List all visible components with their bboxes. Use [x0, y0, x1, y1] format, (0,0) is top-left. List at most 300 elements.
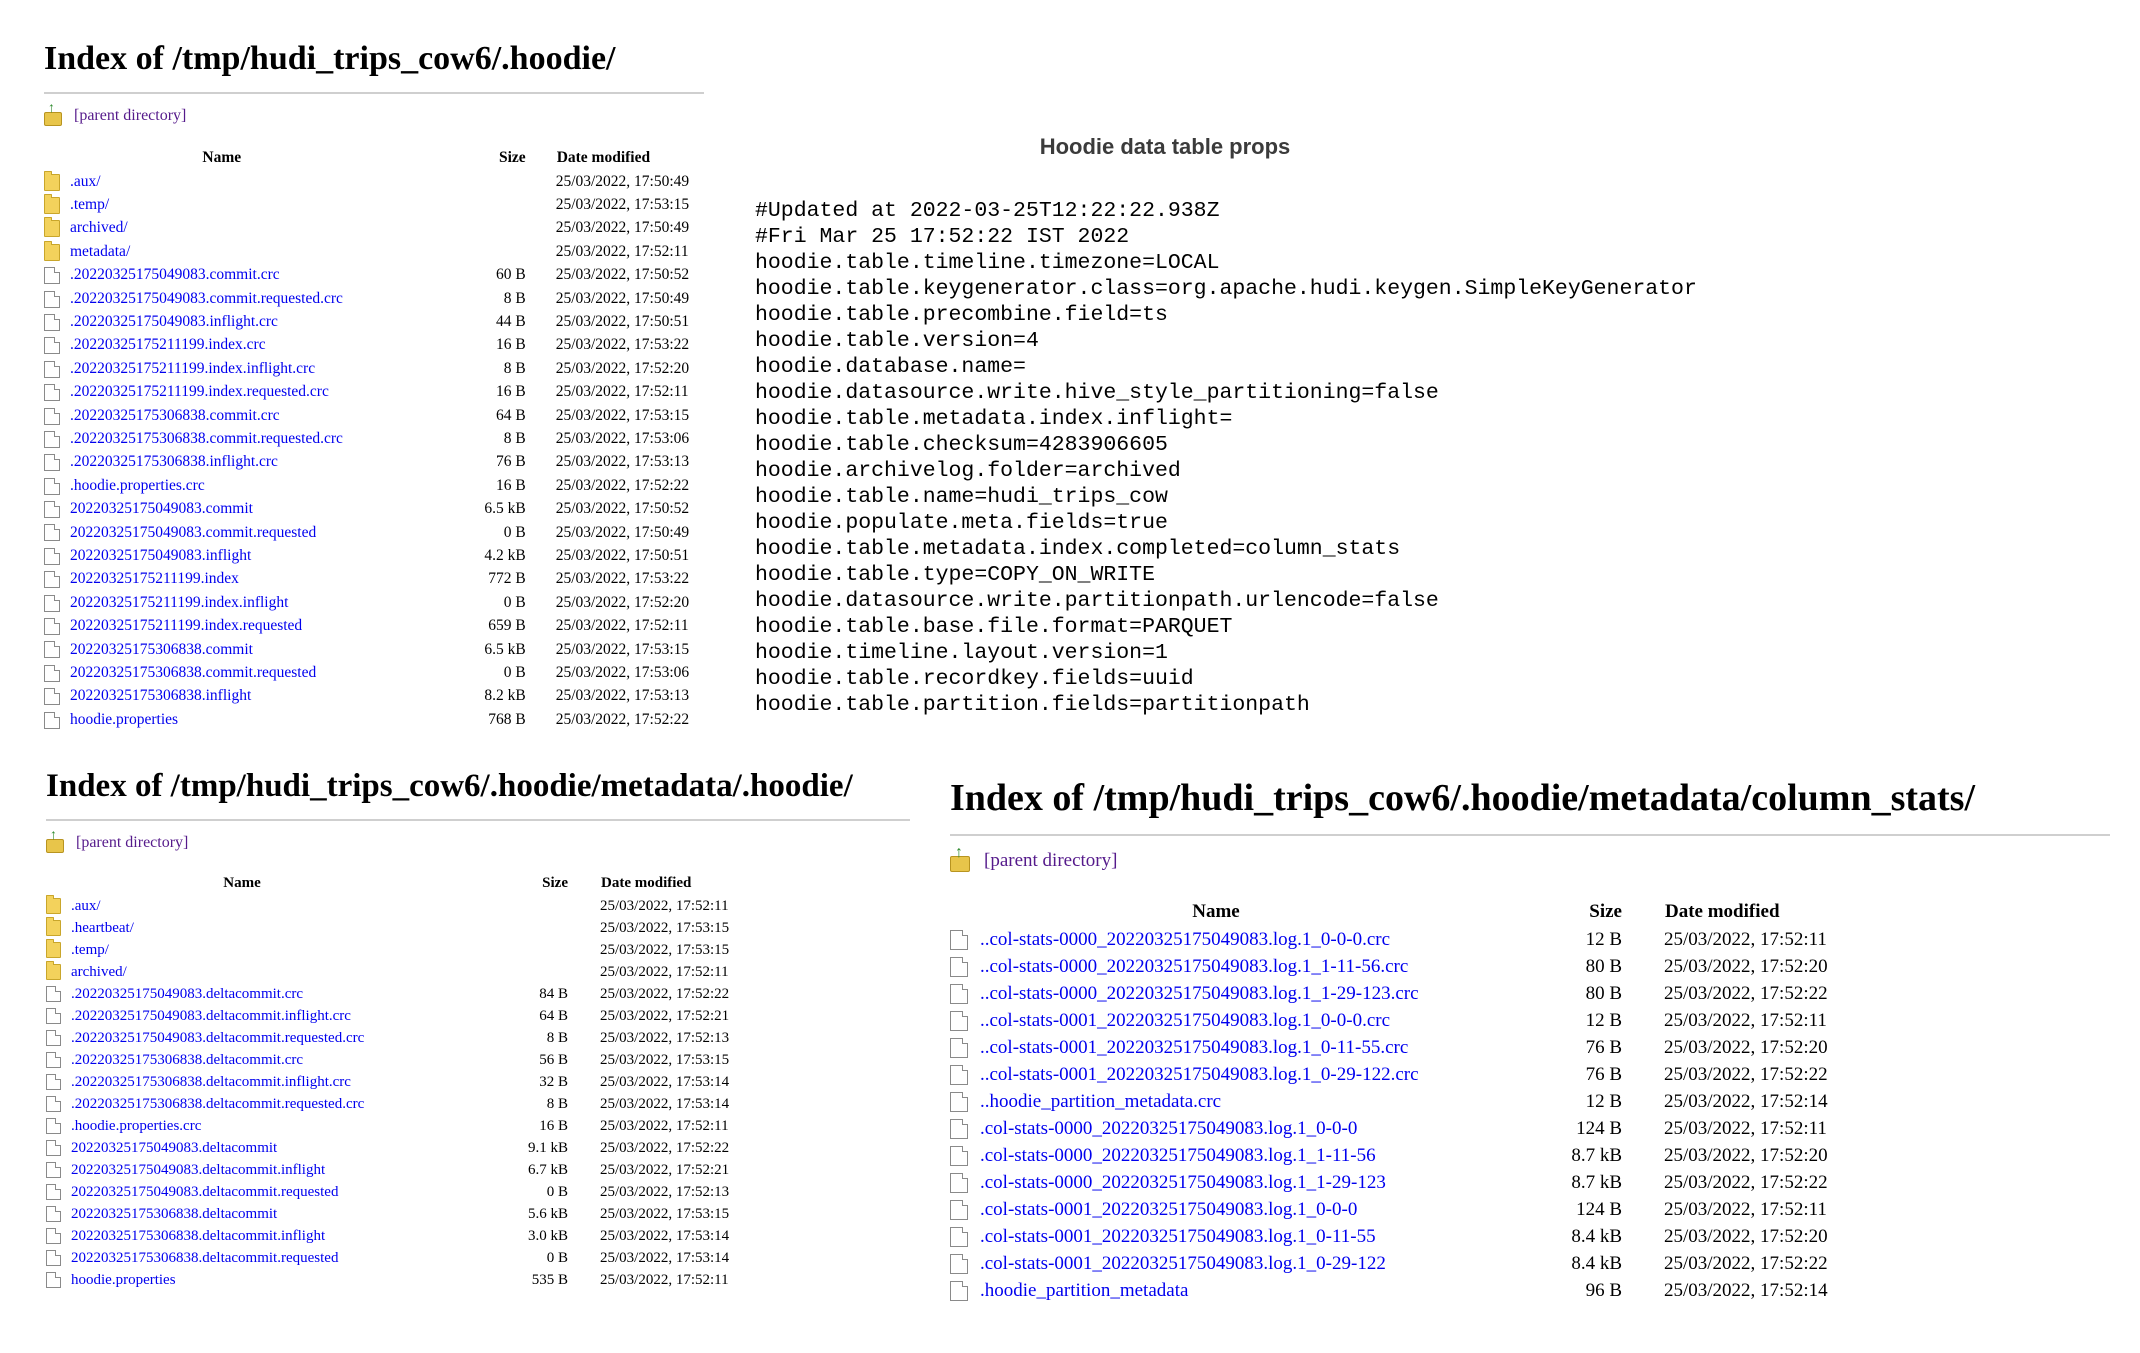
folder-link[interactable]: archived/ [70, 219, 128, 237]
date-modified-cell: 25/03/2022, 17:52:11 [555, 242, 689, 260]
parent-directory-row [44, 101, 704, 126]
file-link[interactable]: ..col-stats-0001_20220325175049083.log.1_0-0-0.crc [980, 1009, 1391, 1031]
file-link[interactable]: .20220325175049083.deltacommit.requested.crc [71, 1029, 365, 1046]
table-row[interactable] [950, 1277, 1866, 1304]
file-icon[interactable] [46, 1272, 61, 1288]
name-cell [44, 521, 429, 544]
date-modified-cell: 25/03/2022, 17:52:11 [1664, 928, 1827, 950]
size-cell [429, 217, 556, 240]
name-cell [44, 661, 429, 684]
date-column-header[interactable]: Date modified [556, 149, 651, 166]
table-row[interactable] [44, 381, 704, 404]
name-cell [950, 1169, 1501, 1196]
name-cell [950, 1223, 1501, 1250]
table-row[interactable] [46, 1005, 762, 1027]
table-row[interactable] [44, 193, 704, 216]
file-link[interactable]: ..col-stats-0000_20220325175049083.log.1_0-0-0.crc [980, 928, 1391, 950]
date-modified-cell: 25/03/2022, 17:53:14 [600, 1249, 730, 1266]
table-row[interactable] [46, 917, 762, 939]
table-row[interactable] [44, 310, 704, 333]
file-icon[interactable] [44, 641, 60, 658]
size-cell: 9.1 kB [527, 1139, 568, 1156]
size-cell: 56 B [539, 1051, 568, 1068]
file-icon[interactable] [44, 571, 60, 588]
table-row[interactable] [44, 287, 704, 310]
file-link[interactable]: .hoodie.properties.crc [70, 476, 205, 494]
properties-content [755, 198, 1755, 718]
date-modified-cell: 25/03/2022, 17:52:14 [1664, 1090, 1828, 1112]
name-cell [44, 497, 429, 520]
file-link[interactable]: 20220325175049083.deltacommit.inflight [71, 1161, 326, 1178]
file-icon[interactable] [46, 1118, 61, 1134]
file-table [46, 871, 762, 1291]
table-row[interactable] [950, 1061, 1866, 1088]
file-icon[interactable] [46, 986, 61, 1002]
table-row[interactable] [950, 1007, 1866, 1034]
date-modified-cell: 25/03/2022, 17:52:11 [1664, 1117, 1827, 1139]
file-icon[interactable] [46, 1228, 61, 1244]
name-cell [950, 1034, 1501, 1061]
parent-directory-link[interactable]: [parent directory] [76, 834, 189, 851]
file-link[interactable]: .20220325175306838.deltacommit.requested.crc [71, 1095, 365, 1112]
file-link[interactable]: .col-stats-0001_20220325175049083.log.1_0-29-122 [980, 1252, 1386, 1274]
size-cell: 76 B [1585, 1036, 1622, 1058]
table-row[interactable] [44, 497, 704, 520]
file-link[interactable]: 20220325175211199.index.requested [70, 617, 303, 635]
name-cell [950, 1115, 1501, 1142]
file-icon[interactable] [44, 524, 60, 541]
date-modified-cell: 25/03/2022, 17:50:51 [555, 313, 690, 331]
file-icon[interactable] [44, 361, 60, 378]
table-row[interactable] [44, 240, 704, 263]
table-row[interactable] [950, 926, 1866, 953]
table-row[interactable] [46, 1159, 762, 1181]
date-modified-cell: 25/03/2022, 17:52:20 [555, 593, 690, 611]
name-cell [46, 1181, 467, 1203]
table-row[interactable] [950, 1088, 1866, 1115]
file-icon[interactable] [46, 1140, 61, 1156]
file-icon[interactable] [950, 930, 968, 950]
table-row[interactable] [44, 427, 704, 450]
date-modified-cell: 25/03/2022, 17:50:49 [555, 172, 690, 190]
name-cell [44, 240, 429, 263]
table-row[interactable] [46, 1247, 762, 1269]
table-row[interactable] [46, 1225, 762, 1247]
file-link[interactable]: .hoodie.properties.crc [71, 1117, 202, 1134]
name-cell [46, 983, 467, 1005]
date-modified-cell: 25/03/2022, 17:52:20 [1664, 1036, 1828, 1058]
file-link[interactable]: hoodie.properties [70, 710, 179, 728]
name-cell [46, 895, 467, 917]
table-row[interactable] [950, 1034, 1866, 1061]
file-icon[interactable] [950, 1227, 968, 1247]
name-cell [46, 1247, 467, 1269]
parent-directory-icon[interactable]: ↑ [46, 833, 66, 853]
file-link[interactable]: .col-stats-0000_20220325175049083.log.1_1-29-123 [980, 1171, 1386, 1193]
name-cell [44, 193, 429, 216]
name-cell [46, 1071, 467, 1093]
size-cell: 8 B [503, 359, 526, 377]
file-icon[interactable] [46, 1008, 61, 1024]
folder-link[interactable]: .aux/ [71, 897, 101, 914]
size-cell: 124 B [1576, 1117, 1622, 1139]
file-link[interactable]: 20220325175211199.index.inflight [70, 593, 289, 611]
table-row[interactable] [44, 404, 704, 427]
date-modified-cell: 25/03/2022, 17:52:21 [600, 1007, 730, 1024]
folder-link[interactable]: .heartbeat/ [71, 919, 134, 936]
file-icon[interactable] [44, 384, 60, 401]
table-row[interactable] [950, 953, 1866, 980]
date-column-header[interactable]: Date modified [1665, 901, 1780, 922]
file-link[interactable]: 20220325175049083.deltacommit.requested [71, 1183, 339, 1200]
table-row[interactable] [950, 1250, 1866, 1277]
file-icon[interactable] [950, 1038, 968, 1058]
size-cell: 16 B [495, 383, 526, 401]
size-column-header[interactable]: Size [542, 874, 568, 891]
date-modified-cell: 25/03/2022, 17:52:13 [600, 1029, 730, 1046]
file-link[interactable]: .20220325175306838.deltacommit.crc [71, 1051, 304, 1068]
size-cell: 80 B [1585, 982, 1622, 1004]
file-link[interactable]: 20220325175049083.commit.requested [70, 523, 317, 541]
date-modified-cell: 25/03/2022, 17:53:15 [600, 1051, 730, 1068]
size-cell: 8.2 kB [484, 687, 526, 705]
date-modified-cell: 25/03/2022, 17:52:11 [1664, 1198, 1827, 1220]
folder-icon[interactable] [44, 244, 60, 261]
date-modified-cell: 25/03/2022, 17:53:06 [555, 663, 690, 681]
file-icon[interactable] [46, 1096, 61, 1112]
date-modified-cell: 25/03/2022, 17:52:20 [555, 359, 690, 377]
size-cell: 6.7 kB [527, 1161, 568, 1178]
file-link[interactable]: 20220325175049083.inflight [70, 546, 252, 564]
file-link[interactable]: ..col-stats-0001_20220325175049083.log.1_0-29-122.crc [980, 1063, 1419, 1085]
date-modified-cell: 25/03/2022, 17:52:22 [1664, 1063, 1828, 1085]
date-modified-cell: 25/03/2022, 17:52:20 [1664, 955, 1828, 977]
date-modified-cell: 25/03/2022, 17:52:21 [600, 1161, 730, 1178]
file-icon[interactable] [46, 1184, 61, 1200]
date-modified-cell: 25/03/2022, 17:50:49 [555, 219, 690, 237]
file-icon[interactable] [950, 1119, 968, 1139]
table-row[interactable] [44, 591, 704, 614]
date-modified-cell: 25/03/2022, 17:52:14 [1664, 1279, 1828, 1301]
folder-icon[interactable] [44, 220, 60, 237]
page-title: Index of /tmp/hudi_trips_cow6/.hoodie/metadata/.hoodie/ [46, 768, 910, 821]
folder-icon[interactable] [46, 920, 61, 936]
name-cell [950, 926, 1501, 953]
table-row[interactable] [44, 544, 704, 567]
size-cell: 60 B [495, 266, 526, 284]
file-icon[interactable] [46, 1074, 61, 1090]
file-link[interactable]: .20220325175306838.commit.crc [70, 406, 280, 424]
file-icon[interactable] [44, 595, 60, 612]
name-column-header[interactable]: Name [1192, 901, 1240, 922]
table-row[interactable] [46, 1093, 762, 1115]
name-cell [46, 1269, 467, 1291]
date-modified-cell: 25/03/2022, 17:52:11 [600, 1271, 729, 1288]
file-icon[interactable] [44, 408, 60, 425]
name-column-header[interactable]: Name [223, 874, 261, 891]
size-cell: 8 B [546, 1095, 568, 1112]
property-line: hoodie.table.metadata.index.completed=column_stats [755, 537, 1401, 561]
file-icon[interactable] [950, 957, 968, 977]
name-cell [46, 1027, 467, 1049]
file-icon[interactable] [46, 1250, 61, 1266]
file-icon[interactable] [950, 1011, 968, 1031]
file-link[interactable]: 20220325175306838.deltacommit.inflight [71, 1227, 326, 1244]
size-cell: 6.5 kB [484, 640, 526, 658]
file-table [950, 898, 1866, 1304]
size-cell: 8.4 kB [1571, 1252, 1622, 1274]
date-modified-cell: 25/03/2022, 17:53:22 [555, 570, 690, 588]
size-cell: 96 B [1585, 1279, 1622, 1301]
property-line: hoodie.datasource.write.hive_style_partitioning=false [755, 381, 1439, 405]
table-row[interactable] [950, 1196, 1866, 1223]
folder-link[interactable]: metadata/ [70, 242, 131, 260]
file-icon[interactable] [44, 267, 60, 284]
file-link[interactable]: 20220325175306838.deltacommit.requested [71, 1249, 339, 1266]
file-link[interactable]: .20220325175049083.deltacommit.inflight.crc [71, 1007, 351, 1024]
folder-link[interactable]: archived/ [71, 963, 127, 980]
table-row[interactable] [44, 614, 704, 637]
property-line: hoodie.datasource.write.partitionpath.urlencode=false [755, 589, 1439, 613]
parent-directory-icon[interactable]: ↑ [950, 850, 972, 872]
name-cell [44, 404, 429, 427]
size-cell: 535 B [531, 1271, 568, 1288]
file-link[interactable]: 20220325175306838.commit.requested [70, 663, 317, 681]
file-link[interactable]: .20220325175211199.index.inflight.crc [70, 359, 316, 377]
file-link[interactable]: ..hoodie_partition_metadata.crc [980, 1090, 1222, 1112]
file-icon[interactable] [46, 1030, 61, 1046]
size-cell: 8 B [546, 1029, 568, 1046]
table-row[interactable] [46, 939, 762, 961]
page-title: Index of /tmp/hudi_trips_cow6/.hoodie/ [44, 40, 704, 94]
file-icon[interactable] [44, 314, 60, 331]
table-row[interactable] [950, 980, 1866, 1007]
table-row[interactable] [44, 264, 704, 287]
file-link[interactable]: 20220325175049083.deltacommit [71, 1139, 278, 1156]
file-link[interactable]: 20220325175306838.commit [70, 640, 253, 658]
file-link[interactable]: .20220325175049083.commit.requested.crc [70, 289, 343, 307]
table-row[interactable] [44, 685, 704, 708]
size-column-header[interactable]: Size [1589, 901, 1622, 922]
size-cell [467, 961, 600, 983]
parent-directory-link[interactable]: [parent directory] [984, 850, 1118, 871]
file-icon[interactable] [44, 618, 60, 635]
size-column-header[interactable]: Size [499, 149, 526, 166]
folder-link[interactable]: .aux/ [70, 172, 101, 190]
file-icon[interactable] [44, 712, 60, 729]
property-line: hoodie.table.checksum=4283906605 [755, 433, 1168, 457]
date-modified-cell: 25/03/2022, 17:53:15 [600, 941, 730, 958]
table-row[interactable] [46, 1181, 762, 1203]
size-cell: 0 B [546, 1249, 568, 1266]
date-modified-cell: 25/03/2022, 17:53:15 [555, 406, 690, 424]
table-row[interactable] [46, 1115, 762, 1137]
name-cell [46, 1159, 467, 1181]
folder-icon[interactable] [46, 898, 61, 914]
property-line: hoodie.timeline.layout.version=1 [755, 641, 1168, 665]
table-row[interactable] [46, 1203, 762, 1225]
name-column-header[interactable]: Name [202, 149, 242, 166]
table-row[interactable] [46, 1049, 762, 1071]
file-link[interactable]: .20220325175306838.deltacommit.inflight.crc [71, 1073, 351, 1090]
file-icon[interactable] [950, 1092, 968, 1112]
parent-directory-row [950, 844, 2110, 872]
table-row[interactable] [46, 1027, 762, 1049]
file-icon[interactable] [44, 454, 60, 471]
table-row[interactable] [46, 961, 762, 983]
property-line: #Updated at 2022-03-25T12:22:22.938Z [755, 199, 1220, 223]
property-line: hoodie.table.timeline.timezone=LOCAL [755, 251, 1220, 275]
table-row[interactable] [950, 1142, 1866, 1169]
file-link[interactable]: .col-stats-0001_20220325175049083.log.1_0-11-55 [980, 1225, 1376, 1247]
name-cell [950, 1142, 1501, 1169]
file-icon[interactable] [950, 984, 968, 1004]
file-link[interactable]: .20220325175049083.deltacommit.crc [71, 985, 304, 1002]
table-row[interactable] [46, 1137, 762, 1159]
size-cell: 76 B [1585, 1063, 1622, 1085]
date-modified-cell: 25/03/2022, 17:50:49 [555, 289, 690, 307]
file-icon[interactable] [950, 1146, 968, 1166]
property-line: hoodie.database.name= [755, 355, 1026, 379]
name-cell [46, 1093, 467, 1115]
file-icon[interactable] [950, 1173, 968, 1193]
file-link[interactable]: .20220325175211199.index.crc [70, 336, 266, 354]
file-link[interactable]: .20220325175306838.inflight.crc [70, 453, 278, 471]
property-line: hoodie.populate.meta.fields=true [755, 511, 1168, 535]
name-cell [44, 708, 429, 731]
table-row[interactable] [44, 217, 704, 240]
name-cell [46, 1049, 467, 1071]
file-icon[interactable] [44, 501, 60, 518]
file-link[interactable]: 20220325175049083.commit [70, 500, 253, 518]
file-link[interactable]: .20220325175049083.commit.crc [70, 266, 280, 284]
table-row[interactable] [46, 1269, 762, 1291]
table-row[interactable] [46, 983, 762, 1005]
table-row[interactable] [46, 895, 762, 917]
date-column-header[interactable]: Date modified [601, 874, 692, 891]
date-modified-cell: 25/03/2022, 17:52:11 [555, 617, 689, 635]
name-cell [46, 961, 467, 983]
table-row[interactable] [44, 451, 704, 474]
name-cell [46, 939, 467, 961]
file-link[interactable]: ..col-stats-0000_20220325175049083.log.1_1-11-56.crc [980, 955, 1409, 977]
file-icon[interactable] [46, 1052, 61, 1068]
date-modified-cell: 25/03/2022, 17:52:11 [600, 897, 729, 914]
date-modified-cell: 25/03/2022, 17:50:51 [555, 546, 690, 564]
file-icon[interactable] [44, 665, 60, 682]
size-cell [429, 193, 556, 216]
file-icon[interactable] [46, 1206, 61, 1222]
name-cell [44, 287, 429, 310]
file-icon[interactable] [44, 291, 60, 308]
size-cell: 659 B [488, 617, 526, 635]
file-link[interactable]: .col-stats-0000_20220325175049083.log.1_0-0-0 [980, 1117, 1358, 1139]
parent-directory-icon[interactable]: ↑ [44, 106, 64, 126]
table-row[interactable] [44, 334, 704, 357]
folder-link[interactable]: .temp/ [71, 941, 109, 958]
file-table [44, 146, 704, 731]
table-row[interactable] [44, 474, 704, 497]
file-icon[interactable] [44, 548, 60, 565]
file-link[interactable]: .col-stats-0000_20220325175049083.log.1_1-11-56 [980, 1144, 1376, 1166]
table-row[interactable] [44, 708, 704, 731]
file-icon[interactable] [46, 1162, 61, 1178]
file-link[interactable]: .20220325175306838.commit.requested.crc [70, 429, 343, 447]
file-link[interactable]: .20220325175049083.inflight.crc [70, 313, 278, 331]
name-cell [44, 544, 429, 567]
table-row[interactable] [44, 661, 704, 684]
file-link[interactable]: ..col-stats-0000_20220325175049083.log.1_1-29-123.crc [980, 982, 1419, 1004]
file-link[interactable]: 20220325175211199.index [70, 570, 239, 588]
name-cell [44, 381, 429, 404]
file-icon[interactable] [44, 337, 60, 354]
name-cell [44, 614, 429, 637]
name-cell [46, 1137, 467, 1159]
folder-icon[interactable] [44, 174, 60, 191]
date-modified-cell: 25/03/2022, 17:52:22 [555, 710, 690, 728]
file-link[interactable]: .20220325175211199.index.requested.crc [70, 383, 329, 401]
folder-link[interactable]: .temp/ [70, 196, 110, 214]
folder-icon[interactable] [46, 942, 61, 958]
file-icon[interactable] [44, 478, 60, 495]
name-cell [950, 953, 1501, 980]
size-cell: 5.6 kB [527, 1205, 568, 1222]
table-row[interactable] [44, 521, 704, 544]
table-row[interactable] [46, 1071, 762, 1093]
file-link[interactable]: 20220325175306838.inflight [70, 687, 252, 705]
size-cell: 768 B [488, 710, 526, 728]
date-modified-cell: 25/03/2022, 17:52:20 [1664, 1144, 1828, 1166]
file-icon[interactable] [950, 1065, 968, 1085]
table-row[interactable] [44, 357, 704, 380]
table-row[interactable] [950, 1115, 1866, 1142]
file-link[interactable]: .col-stats-0001_20220325175049083.log.1_0-0-0 [980, 1198, 1358, 1220]
file-icon[interactable] [44, 431, 60, 448]
date-modified-cell: 25/03/2022, 17:53:06 [555, 429, 690, 447]
name-cell [44, 638, 429, 661]
file-link[interactable]: ..col-stats-0001_20220325175049083.log.1_0-11-55.crc [980, 1036, 1409, 1058]
name-cell [44, 264, 429, 287]
file-icon[interactable] [950, 1254, 968, 1274]
file-icon[interactable] [44, 688, 60, 705]
name-cell [950, 1061, 1501, 1088]
folder-icon[interactable] [46, 964, 61, 980]
size-cell: 16 B [539, 1117, 568, 1134]
size-cell: 0 B [503, 523, 526, 541]
table-row[interactable] [44, 568, 704, 591]
file-icon[interactable] [950, 1200, 968, 1220]
properties-title: Hoodie data table props [1039, 134, 1291, 159]
file-link[interactable]: .hoodie_partition_metadata [980, 1279, 1189, 1301]
file-link[interactable]: hoodie.properties [71, 1271, 176, 1288]
table-row[interactable] [44, 170, 704, 193]
date-modified-cell: 25/03/2022, 17:52:11 [555, 383, 689, 401]
table-row[interactable] [44, 638, 704, 661]
date-modified-cell: 25/03/2022, 17:52:22 [1664, 982, 1828, 1004]
date-modified-cell: 25/03/2022, 17:53:13 [555, 687, 690, 705]
property-line: hoodie.table.partition.fields=partitionpath [755, 693, 1310, 717]
file-link[interactable]: 20220325175306838.deltacommit [71, 1205, 278, 1222]
parent-directory-link[interactable]: [parent directory] [74, 107, 187, 124]
table-row[interactable] [950, 1223, 1866, 1250]
date-modified-cell: 25/03/2022, 17:50:52 [555, 266, 690, 284]
date-modified-cell: 25/03/2022, 17:53:15 [600, 1205, 730, 1222]
table-row[interactable] [950, 1169, 1866, 1196]
name-cell [950, 1250, 1501, 1277]
folder-icon[interactable] [44, 197, 60, 214]
file-icon[interactable] [950, 1281, 968, 1301]
size-cell: 12 B [1585, 928, 1622, 950]
